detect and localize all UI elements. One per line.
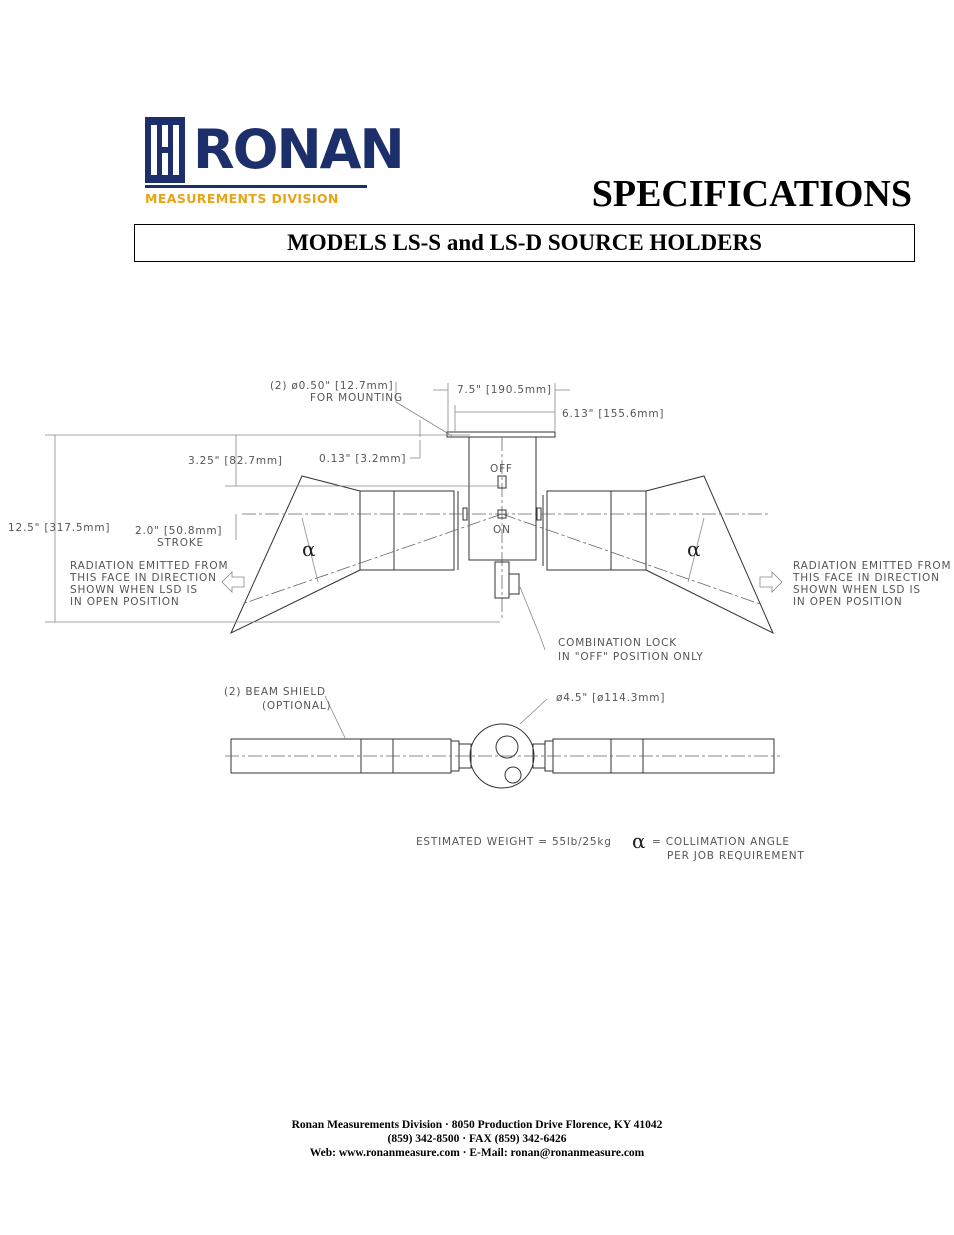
dim-125-label: 12.5" [317.5mm]	[8, 522, 111, 534]
mounting-plate	[447, 432, 555, 437]
model-title-box	[134, 224, 915, 262]
svg-text:RADIATION EMITTED FROM: RADIATION EMITTED FROM	[70, 560, 229, 572]
shield-label: (2) BEAM SHIELD	[224, 686, 326, 698]
svg-text:SHOWN WHEN LSD IS: SHOWN WHEN LSD IS	[793, 584, 921, 596]
center-housing	[469, 437, 536, 560]
radiation-right-note	[792, 560, 951, 608]
logo-wordmark: RONAN	[193, 118, 403, 181]
page-title: SPECIFICATIONS	[591, 173, 912, 215]
collimation-alpha: α	[632, 829, 646, 853]
logo-divider	[145, 185, 367, 188]
dim-325-label: 3.25" [82.7mm]	[188, 455, 283, 467]
alpha-right-label: α	[687, 537, 701, 561]
lock-label-2: IN "OFF" POSITION ONLY	[558, 651, 704, 663]
svg-text:IN OPEN POSITION: IN OPEN POSITION	[70, 596, 180, 608]
right-collimator	[646, 476, 773, 633]
radiation-right-arrow-icon	[760, 572, 782, 592]
collimation-label: = COLLIMATION ANGLE	[652, 836, 790, 848]
mounting-label-2: FOR MOUNTING	[310, 392, 403, 404]
ronan-logo-mark-icon	[145, 117, 185, 183]
dim-013-label: 0.13" [3.2mm]	[319, 453, 407, 465]
page-footer	[0, 1118, 954, 1160]
dim-width-label: 7.5" [190.5mm]	[457, 384, 552, 396]
alpha-left-label: α	[302, 537, 316, 561]
right-shield-cylinder	[547, 491, 611, 570]
dim-inner-label: 6.13" [155.6mm]	[562, 408, 665, 420]
left-shield-cylinder	[394, 491, 454, 570]
dim-stroke-label-2: STROKE	[157, 537, 204, 549]
collimation-label-2: PER JOB REQUIREMENT	[667, 850, 805, 862]
svg-text:THIS FACE IN DIRECTION: THIS FACE IN DIRECTION	[70, 572, 217, 584]
weight-label: ESTIMATED WEIGHT = 55lb/25kg	[416, 836, 612, 848]
left-shield-body	[360, 491, 394, 570]
dim-stroke-label: 2.0" [50.8mm]	[135, 525, 223, 537]
svg-text:RADIATION EMITTED FROM: RADIATION EMITTED FROM	[793, 560, 952, 572]
left-collimator	[231, 476, 360, 633]
model-title: MODELS LS-S and LS-D SOURCE HOLDERS	[287, 230, 762, 255]
off-label: OFF	[490, 463, 513, 475]
svg-text:THIS FACE IN DIRECTION: THIS FACE IN DIRECTION	[793, 572, 940, 584]
logo-division: MEASUREMENTS DIVISION	[145, 191, 339, 206]
front-view	[45, 382, 782, 650]
footer-web: Web: www.ronanmeasure.com · E-Mail: ronan@ronanmeasure.com	[309, 1147, 645, 1159]
mounting-label: (2) ø0.50" [12.7mm]	[270, 380, 394, 392]
lock-label: COMBINATION LOCK	[558, 637, 677, 649]
footer-phone: (859) 342-8500 · FAX (859) 342-6426	[387, 1133, 567, 1145]
on-label: ON	[493, 524, 511, 536]
radiation-left-arrow-icon	[222, 572, 244, 592]
diameter-label: ø4.5" [ø114.3mm]	[556, 692, 666, 704]
svg-text:SHOWN WHEN LSD IS: SHOWN WHEN LSD IS	[70, 584, 198, 596]
ronan-logo	[145, 117, 403, 209]
shield-label-2: (OPTIONAL)	[262, 700, 332, 712]
svg-text:IN OPEN POSITION: IN OPEN POSITION	[793, 596, 903, 608]
technical-drawing	[0, 360, 954, 880]
radiation-left-note	[69, 560, 228, 608]
footer-address: Ronan Measurements Division · 8050 Production Drive Florence, KY 41042	[291, 1119, 663, 1131]
